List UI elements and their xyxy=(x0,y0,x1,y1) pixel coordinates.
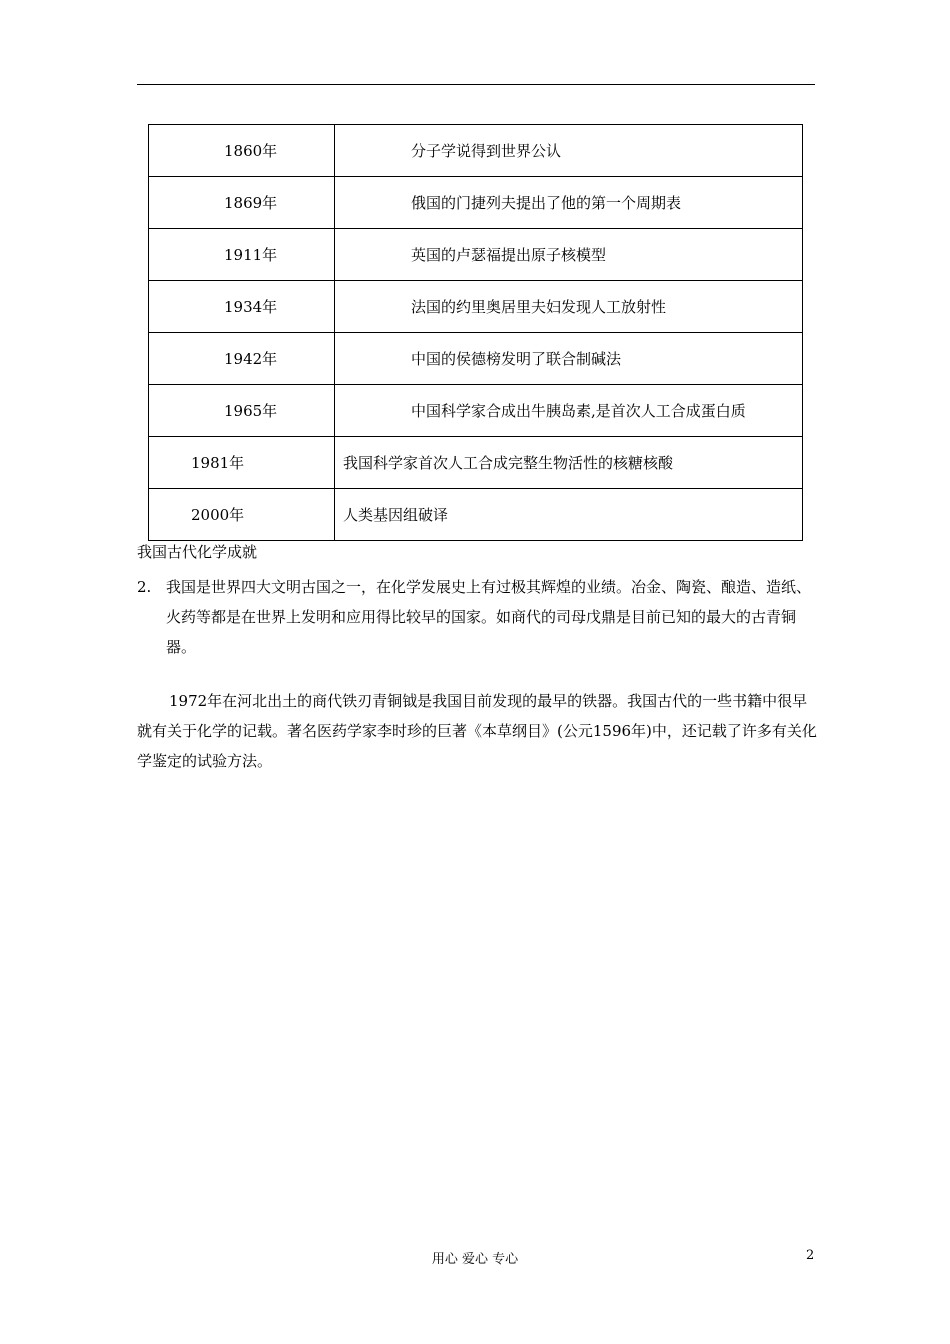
event-cell: 分子学说得到世界公认 xyxy=(335,125,803,177)
year-cell: 1934年 xyxy=(149,281,335,333)
table-row xyxy=(149,229,803,281)
event-cell: 人类基因组破译 xyxy=(335,489,803,541)
year-cell: 2000年 xyxy=(149,489,335,541)
chemistry-timeline-table xyxy=(148,124,803,541)
event-cell: 俄国的门捷列夫提出了他的第一个周期表 xyxy=(335,177,803,229)
header-rule xyxy=(137,84,815,85)
event-cell: 我国科学家首次人工合成完整生物活性的核糖核酸 xyxy=(335,437,803,489)
year-cell: 1965年 xyxy=(149,385,335,437)
year-cell: 1860年 xyxy=(149,125,335,177)
paragraph-iron-artifact: 1972年在河北出土的商代铁刃青铜钺是我国目前发现的最早的铁器。我国古代的一些书籍中很早就有关于化学的记载。著名医药学家李时珍的巨著《本草纲目》(公元1596年)中，还记载了许多有关化学鉴定的试验方法。 xyxy=(137,692,817,770)
paragraph-text: 我国是世界四大文明古国之一，在化学发展史上有过极其辉煌的业绩。冶金、陶瓷、酿造、造纸、火药等都是在世界上发明和应用得比较早的国家。如商代的司母戊鼎是目前已知的最大的古青铜器。 xyxy=(166,578,812,656)
year-cell: 1911年 xyxy=(149,229,335,281)
page-number: 2 xyxy=(806,1248,815,1263)
table-row xyxy=(149,125,803,177)
footer-motto: 用心 爱心 专心 xyxy=(431,1252,519,1267)
table-row xyxy=(149,385,803,437)
event-cell: 中国科学家合成出牛胰岛素,是首次人工合成蛋白质 xyxy=(335,385,803,437)
event-cell: 英国的卢瑟福提出原子核模型 xyxy=(335,229,803,281)
event-cell: 中国的侯德榜发明了联合制碱法 xyxy=(335,333,803,385)
table-row xyxy=(149,281,803,333)
year-cell: 1869年 xyxy=(149,177,335,229)
table-row xyxy=(149,489,803,541)
year-cell: 1942年 xyxy=(149,333,335,385)
event-cell: 法国的约里奥居里夫妇发现人工放射性 xyxy=(335,281,803,333)
section-title: 我国古代化学成就 xyxy=(137,543,258,561)
list-number: 2. xyxy=(137,578,152,596)
table-row xyxy=(149,333,803,385)
year-cell: 1981年 xyxy=(149,437,335,489)
table-row xyxy=(149,177,803,229)
table-row xyxy=(149,437,803,489)
